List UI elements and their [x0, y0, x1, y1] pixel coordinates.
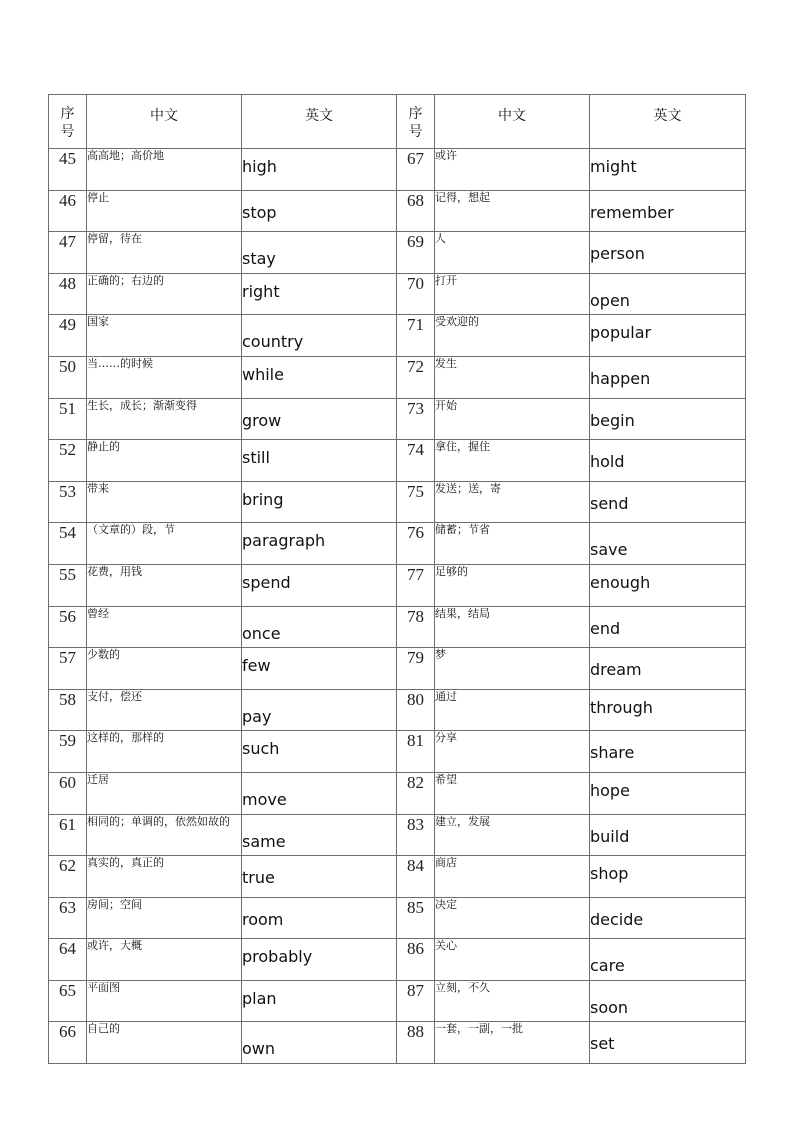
entry-chinese: 受欢迎的: [435, 315, 590, 357]
entry-english: paragraph: [242, 531, 326, 551]
table-row: [49, 273, 746, 315]
entry-english: decide: [590, 909, 644, 929]
vocabulary-body: [49, 149, 746, 1064]
entry-english-cell: [242, 315, 397, 357]
table-row: [49, 315, 746, 357]
table-row: [49, 481, 746, 523]
entry-number: 87: [397, 980, 435, 1022]
entry-english: same: [242, 831, 286, 851]
entry-english-cell: [242, 606, 397, 648]
entry-english-cell: [242, 398, 397, 440]
entry-english-cell: [242, 814, 397, 856]
entry-number: 59: [49, 731, 87, 773]
entry-english-cell: [242, 648, 397, 690]
entry-number: 64: [49, 939, 87, 981]
entry-chinese: 停留，待在: [87, 232, 242, 274]
entry-english-cell: [242, 356, 397, 398]
entry-number: 48: [49, 273, 87, 315]
table-row: [49, 232, 746, 274]
entry-chinese: 正确的；右边的: [87, 273, 242, 315]
entry-chinese: 曾经: [87, 606, 242, 648]
entry-chinese: 当……的时候: [87, 356, 242, 398]
entry-english-cell: [590, 939, 746, 981]
entry-chinese: 决定: [435, 897, 590, 939]
entry-number: 67: [397, 149, 435, 191]
entry-english-cell: [590, 481, 746, 523]
entry-number: 73: [397, 398, 435, 440]
entry-number: 52: [49, 440, 87, 482]
table-row: [49, 398, 746, 440]
entry-english: save: [590, 540, 628, 560]
entry-english: dream: [590, 660, 642, 680]
entry-english-cell: [590, 315, 746, 357]
entry-number: 49: [49, 315, 87, 357]
entry-english: few: [242, 656, 271, 676]
entry-chinese: 带来: [87, 481, 242, 523]
entry-number: 79: [397, 648, 435, 690]
entry-chinese: 拿住，握住: [435, 440, 590, 482]
entry-number: 66: [49, 1022, 87, 1064]
entry-chinese: 记得，想起: [435, 190, 590, 232]
entry-english-cell: [242, 772, 397, 814]
entry-english: begin: [590, 410, 635, 430]
entry-chinese: 建立，发展: [435, 814, 590, 856]
header-number-line1: 序: [408, 106, 423, 122]
entry-english-cell: [242, 856, 397, 898]
table-row: [49, 564, 746, 606]
table-row: [49, 190, 746, 232]
entry-chinese: 关心: [435, 939, 590, 981]
entry-chinese: 少数的: [87, 648, 242, 690]
entry-english-cell: [242, 232, 397, 274]
entry-number: 60: [49, 772, 87, 814]
entry-number: 45: [49, 149, 87, 191]
entry-chinese: 分享: [435, 731, 590, 773]
entry-english: hope: [590, 780, 630, 800]
table-row: [49, 523, 746, 565]
entry-english-cell: [590, 440, 746, 482]
entry-english-cell: [590, 772, 746, 814]
entry-english: open: [590, 290, 630, 310]
entry-english: such: [242, 739, 280, 759]
entry-chinese: 支付，偿还: [87, 689, 242, 731]
entry-english: true: [242, 868, 275, 888]
entry-number: 80: [397, 689, 435, 731]
entry-chinese: 结果，结局: [435, 606, 590, 648]
header-number-right: [397, 95, 435, 149]
entry-chinese: 打开: [435, 273, 590, 315]
entry-number: 65: [49, 980, 87, 1022]
entry-chinese: 国家: [87, 315, 242, 357]
header-chinese-right: 中文: [435, 95, 590, 149]
table-row: [49, 856, 746, 898]
entry-english-cell: [242, 149, 397, 191]
entry-chinese: （文章的）段，节: [87, 523, 242, 565]
table-row: [49, 149, 746, 191]
entry-english: end: [590, 618, 621, 638]
entry-number: 50: [49, 356, 87, 398]
entry-english: high: [242, 157, 277, 176]
entry-number: 54: [49, 523, 87, 565]
entry-number: 55: [49, 564, 87, 606]
entry-number: 72: [397, 356, 435, 398]
header-chinese-left: 中文: [87, 95, 242, 149]
entry-english: room: [242, 909, 284, 929]
entry-chinese: 停止: [87, 190, 242, 232]
entry-english: through: [590, 697, 653, 717]
entry-english-cell: [242, 1022, 397, 1064]
header-number-left: [49, 95, 87, 149]
entry-chinese: 梦: [435, 648, 590, 690]
entry-english-cell: [590, 731, 746, 773]
entry-english: plan: [242, 988, 277, 1008]
entry-english-cell: [590, 1022, 746, 1064]
entry-english-cell: [590, 149, 746, 191]
entry-english: pay: [242, 706, 272, 726]
header-english-right: 英文: [590, 95, 746, 149]
entry-english-cell: [242, 440, 397, 482]
entry-number: 78: [397, 606, 435, 648]
entry-number: 84: [397, 856, 435, 898]
entry-number: 86: [397, 939, 435, 981]
entry-chinese: 或许: [435, 149, 590, 191]
entry-english: shop: [590, 864, 629, 884]
entry-chinese: 相同的；单调的，依然如故的: [87, 814, 242, 856]
entry-english-cell: [242, 190, 397, 232]
entry-english: probably: [242, 947, 313, 967]
entry-english-cell: [242, 481, 397, 523]
entry-chinese: 商店: [435, 856, 590, 898]
entry-english: send: [590, 493, 629, 513]
entry-chinese: 花费，用钱: [87, 564, 242, 606]
entry-english-cell: [590, 648, 746, 690]
entry-chinese: 静止的: [87, 440, 242, 482]
entry-chinese: 开始: [435, 398, 590, 440]
entry-english: set: [590, 1034, 615, 1054]
entry-english: might: [590, 157, 637, 176]
entry-number: 71: [397, 315, 435, 357]
entry-english-cell: [590, 356, 746, 398]
entry-english: care: [590, 956, 625, 976]
entry-chinese: 发送；送，寄: [435, 481, 590, 523]
entry-english-cell: [590, 273, 746, 315]
entry-number: 88: [397, 1022, 435, 1064]
header-row: [49, 95, 746, 149]
entry-english: move: [242, 789, 287, 809]
entry-number: 61: [49, 814, 87, 856]
entry-english-cell: [590, 523, 746, 565]
header-number-line1: 序: [60, 106, 75, 122]
vocabulary-table: [48, 94, 746, 1064]
entry-number: 46: [49, 190, 87, 232]
table-row: [49, 1022, 746, 1064]
entry-english: person: [590, 244, 645, 264]
entry-english-cell: [242, 897, 397, 939]
entry-english: soon: [590, 997, 629, 1017]
table-row: [49, 356, 746, 398]
header-number-line2: 号: [408, 124, 423, 140]
entry-number: 81: [397, 731, 435, 773]
entry-english-cell: [242, 273, 397, 315]
entry-number: 75: [397, 481, 435, 523]
entry-number: 68: [397, 190, 435, 232]
entry-number: 62: [49, 856, 87, 898]
entry-english-cell: [590, 398, 746, 440]
table-row: [49, 440, 746, 482]
entry-english: stop: [242, 202, 277, 222]
entry-number: 58: [49, 689, 87, 731]
entry-english: own: [242, 1039, 276, 1059]
entry-english-cell: [590, 897, 746, 939]
entry-english-cell: [242, 523, 397, 565]
entry-chinese: 发生: [435, 356, 590, 398]
entry-chinese: 或许，大概: [87, 939, 242, 981]
table-row: [49, 606, 746, 648]
table-row: [49, 648, 746, 690]
entry-chinese: 高高地；高价地: [87, 149, 242, 191]
entry-english-cell: [590, 856, 746, 898]
entry-chinese: 平面图: [87, 980, 242, 1022]
entry-english: once: [242, 623, 281, 643]
entry-chinese: 一套，一副，一批: [435, 1022, 590, 1064]
entry-english: country: [242, 332, 304, 352]
entry-number: 83: [397, 814, 435, 856]
entry-chinese: 立刻，不久: [435, 980, 590, 1022]
entry-chinese: 希望: [435, 772, 590, 814]
entry-number: 77: [397, 564, 435, 606]
entry-chinese: 生长，成长；渐渐变得: [87, 398, 242, 440]
table-row: [49, 689, 746, 731]
entry-number: 69: [397, 232, 435, 274]
entry-english-cell: [242, 980, 397, 1022]
entry-chinese: 自己的: [87, 1022, 242, 1064]
entry-english: remember: [590, 202, 674, 222]
entry-number: 76: [397, 523, 435, 565]
table-row: [49, 772, 746, 814]
table-row: [49, 731, 746, 773]
entry-number: 51: [49, 398, 87, 440]
table-row: [49, 980, 746, 1022]
entry-number: 56: [49, 606, 87, 648]
entry-english: popular: [590, 323, 652, 343]
entry-english-cell: [590, 564, 746, 606]
entry-chinese: 房间；空间: [87, 897, 242, 939]
entry-number: 53: [49, 481, 87, 523]
entry-number: 85: [397, 897, 435, 939]
entry-english-cell: [590, 689, 746, 731]
entry-english: still: [242, 448, 270, 468]
entry-english-cell: [590, 606, 746, 648]
table-row: [49, 939, 746, 981]
entry-english-cell: [242, 689, 397, 731]
entry-english: stay: [242, 249, 276, 269]
entry-english-cell: [590, 232, 746, 274]
entry-english: share: [590, 743, 635, 763]
entry-english-cell: [242, 939, 397, 981]
entry-number: 47: [49, 232, 87, 274]
entry-chinese: 通过: [435, 689, 590, 731]
entry-english: grow: [242, 410, 282, 430]
entry-number: 70: [397, 273, 435, 315]
entry-english: happen: [590, 368, 651, 388]
header-english-left: 英文: [242, 95, 397, 149]
entry-chinese: 这样的，那样的: [87, 731, 242, 773]
entry-english: build: [590, 826, 630, 846]
entry-chinese: 真实的，真正的: [87, 856, 242, 898]
entry-english: spend: [242, 572, 291, 592]
entry-english-cell: [590, 190, 746, 232]
entry-number: 74: [397, 440, 435, 482]
entry-english: bring: [242, 489, 284, 509]
entry-chinese: 储蓄；节省: [435, 523, 590, 565]
entry-english: right: [242, 281, 280, 301]
header-number-line2: 号: [60, 124, 75, 140]
entry-english-cell: [242, 564, 397, 606]
table-row: [49, 897, 746, 939]
entry-english: hold: [590, 452, 625, 472]
entry-english-cell: [590, 980, 746, 1022]
entry-number: 63: [49, 897, 87, 939]
entry-number: 57: [49, 648, 87, 690]
entry-number: 82: [397, 772, 435, 814]
entry-chinese: 人: [435, 232, 590, 274]
entry-english: enough: [590, 572, 651, 592]
entry-english: while: [242, 364, 284, 384]
entry-english-cell: [590, 814, 746, 856]
entry-chinese: 迁居: [87, 772, 242, 814]
entry-english-cell: [242, 731, 397, 773]
entry-chinese: 足够的: [435, 564, 590, 606]
table-row: [49, 814, 746, 856]
